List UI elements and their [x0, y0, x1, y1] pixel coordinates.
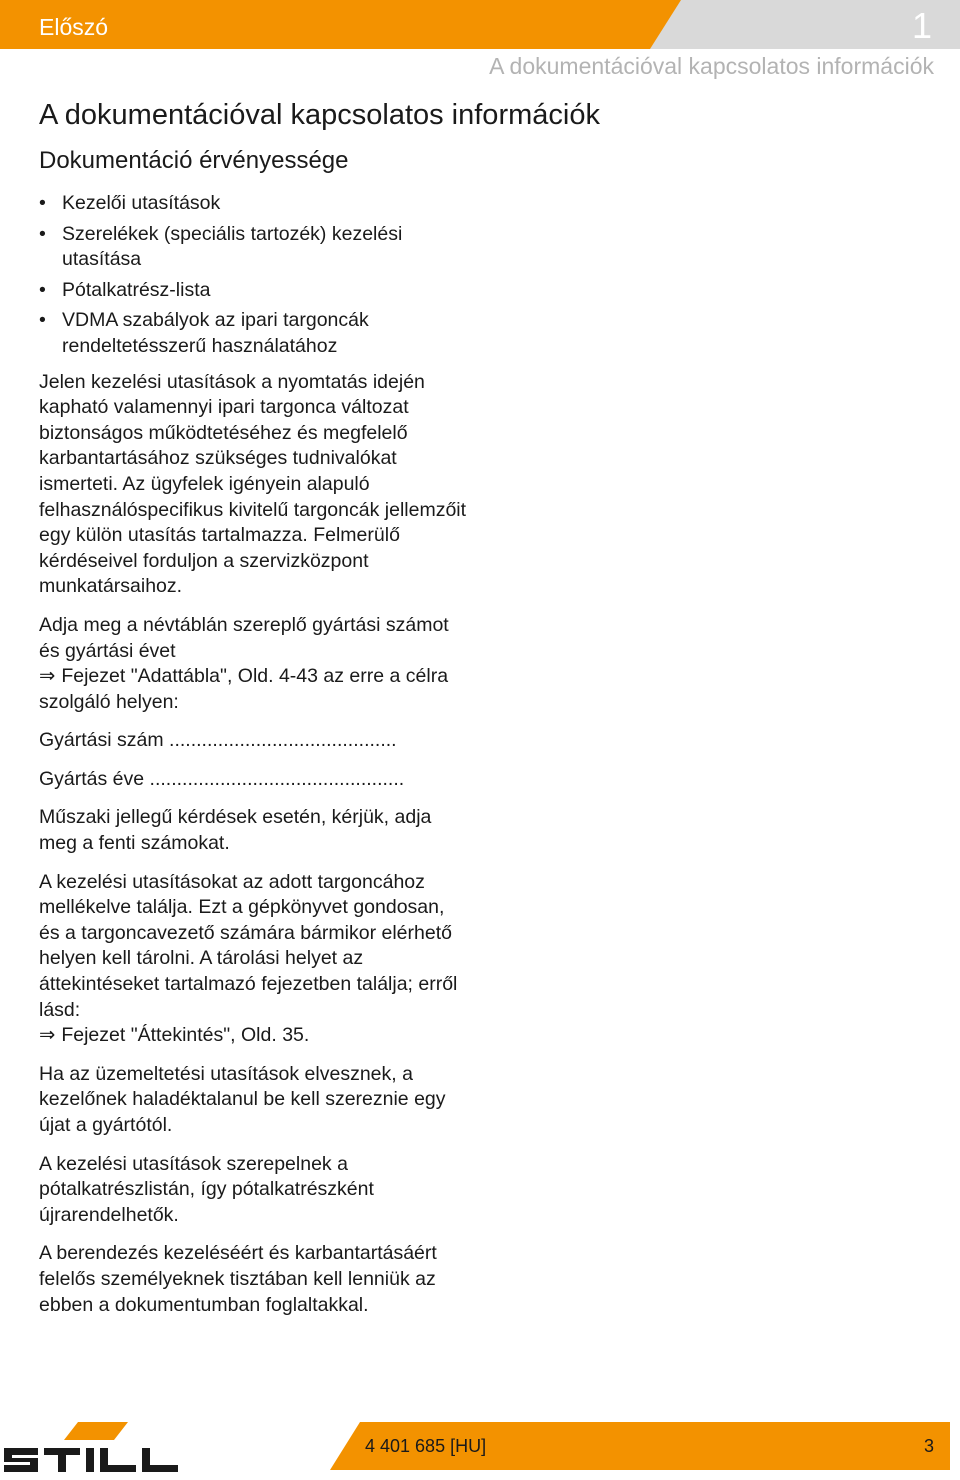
nameplate-text: Adja meg a névtáblán szereplő gyártási számot és gyártási évet — [39, 613, 449, 662]
still-logo — [0, 1418, 190, 1474]
chapter-number: 1 — [911, 5, 932, 46]
cross-reference-link[interactable]: Fejezet "Áttekintés", Old. 35. — [61, 1024, 310, 1047]
page-title: A dokumentációval kapcsolatos információk — [39, 99, 600, 131]
paragraph-spare-parts: A kezelési utasítások szerepelnek a pótalkatrészlistán, így pótalkatrészként újrarendelhetők. — [39, 1152, 374, 1226]
main-content — [39, 95, 600, 1331]
arrow-right-icon: ⇒ — [39, 1024, 56, 1047]
storage-text: A kezelési utasításokat az adott targoncához mellékelve találja. Ezt a gépkönyvet gondosan, és a targoncavezető számára bármikor elérhető helyen kell tárolni. A tárolási helyet az áttekintéseket tartalmazó fejezetben találja; erről lásd: — [39, 870, 458, 1021]
section-heading: Dokumentáció érvényessége — [39, 147, 349, 174]
paragraph-storage — [39, 870, 469, 1049]
cross-reference-link[interactable]: Fejezet "Adattábla", Old. 4-43 az erre a célra szolgáló helyen: — [39, 665, 449, 713]
page-number: 3 — [923, 1436, 934, 1456]
paragraph-lost: Ha az üzemeltetési utasítások elvesznek, a kezelőnek haladéktalanul be kell szereznie egy újat a gyártótól. — [39, 1062, 446, 1136]
paragraph-validity: Jelen kezelési utasítások a nyomtatás idején kapható valamennyi ipari targonca változat biztonságos működtetéséhez és megfelelő karbantartásához szükséges tudnivalókat ismerteti. Az ügyfelek igényein alapuló felhasználóspecifikus kivitelű targoncák jellemzőit egy külön utasítás tartalmazza. Felmerülő kérdéseivel forduljon a szervizközpont munkatársaihoz. — [39, 370, 467, 598]
list-item: • Szerelékek (speciális tartozék) kezelési utasítása — [39, 222, 469, 273]
running-title: A dokumentációval kapcsolatos információk — [489, 53, 934, 79]
document-number: 4 401 685 [HU] — [365, 1436, 487, 1456]
section-title: Előszó — [39, 14, 109, 40]
paragraph-nameplate — [39, 613, 469, 715]
production-year-field: Gyártás éve ............................................... — [39, 767, 405, 790]
arrow-right-icon: ⇒ — [39, 665, 56, 688]
paragraph-responsibility: A berendezés kezeléséért és karbantartásáért felelős személyeknek tisztában kell lenniük az ebben a dokumentumban foglaltakkal. — [39, 1242, 437, 1316]
documentation-list — [39, 191, 469, 360]
list-item: • Kezelői utasítások — [39, 191, 469, 217]
paragraph-technical: Műszaki jellegű kérdések esetén, kérjük, adja meg a fenti számokat. — [39, 806, 432, 855]
serial-number-field: Gyártási szám .......................................... — [39, 729, 397, 752]
list-item: • Pótalkatrész-lista — [39, 278, 469, 304]
list-item: • VDMA szabályok az ipari targoncák rendeltetésszerű használatához — [39, 308, 469, 359]
